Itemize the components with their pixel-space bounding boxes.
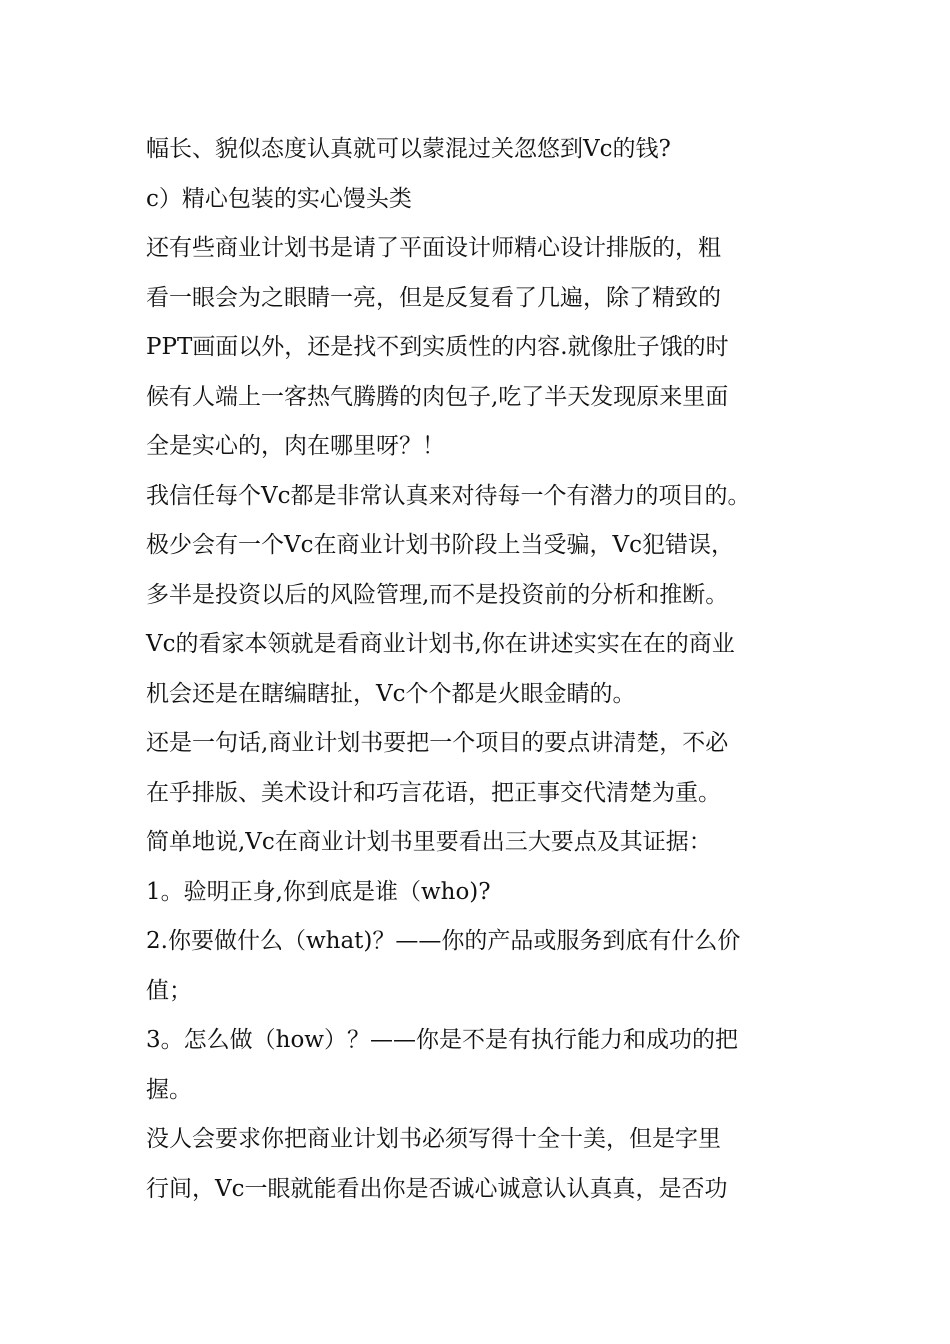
text-line-20: 握。 — [146, 1076, 192, 1103]
text-line-17: 2.你要做什么（what)？——你的产品或服务到底有什么价 — [146, 928, 741, 954]
text-line-15: 简单地说,Vc在商业计划书里要看出三大要点及其证据： — [146, 829, 712, 855]
text-line-1: 幅长、貌似态度认真就可以蒙混过关忽悠到Vc的钱? — [146, 136, 671, 162]
text-line-13: 还是一句话,商业计划书要把一个项目的要点讲清楚，不必 — [146, 730, 729, 756]
document-body — [146, 125, 836, 1214]
text-line-3: 还有些商业计划书是请了平面设计师精心设计排版的，粗 — [146, 235, 721, 261]
text-line-10: 多半是投资以后的风险管理,而不是投资前的分析和推断。 — [146, 581, 729, 608]
text-line-7: 全是实心的，肉在哪里呀？！ — [146, 433, 445, 459]
text-line-19: 3。怎么做（how）？——你是不是有执行能力和成功的把 — [146, 1027, 738, 1053]
text-line-16: 1。验明正身,你到底是谁（who)? — [146, 878, 491, 905]
text-line-11: Vc的看家本领就是看商业计划书,你在讲述实实在在的商业 — [146, 631, 735, 657]
text-line-21: 没人会要求你把商业计划书必须写得十全十美，但是字里 — [146, 1126, 721, 1152]
text-line-14: 在乎排版、美术设计和巧言花语，把正事交代清楚为重。 — [146, 779, 721, 806]
text-line-6: 候有人端上一客热气腾腾的肉包子,吃了半天发现原来里面 — [146, 383, 729, 410]
text-line-2: c）精心包装的实心馒头类 — [146, 185, 412, 212]
text-line-4: 看一眼会为之眼睛一亮，但是反复看了几遍，除了精致的 — [146, 284, 721, 311]
text-line-22: 行间，Vc一眼就能看出你是否诚心诚意认认真真，是否功 — [146, 1175, 728, 1202]
text-line-8: 我信任每个Vc都是非常认真来对待每一个有潜力的项目的。 — [146, 482, 751, 509]
text-line-9: 极少会有一个Vc在商业计划书阶段上当受骗，Vc犯错误， — [146, 532, 734, 558]
text-line-5: PPT画面以外，还是找不到实质性的内容.就像肚子饿的时 — [146, 334, 729, 360]
text-line-18: 值； — [146, 977, 192, 1004]
text-line-12: 机会还是在瞎编瞎扯，Vc个个都是火眼金睛的。 — [146, 680, 636, 707]
